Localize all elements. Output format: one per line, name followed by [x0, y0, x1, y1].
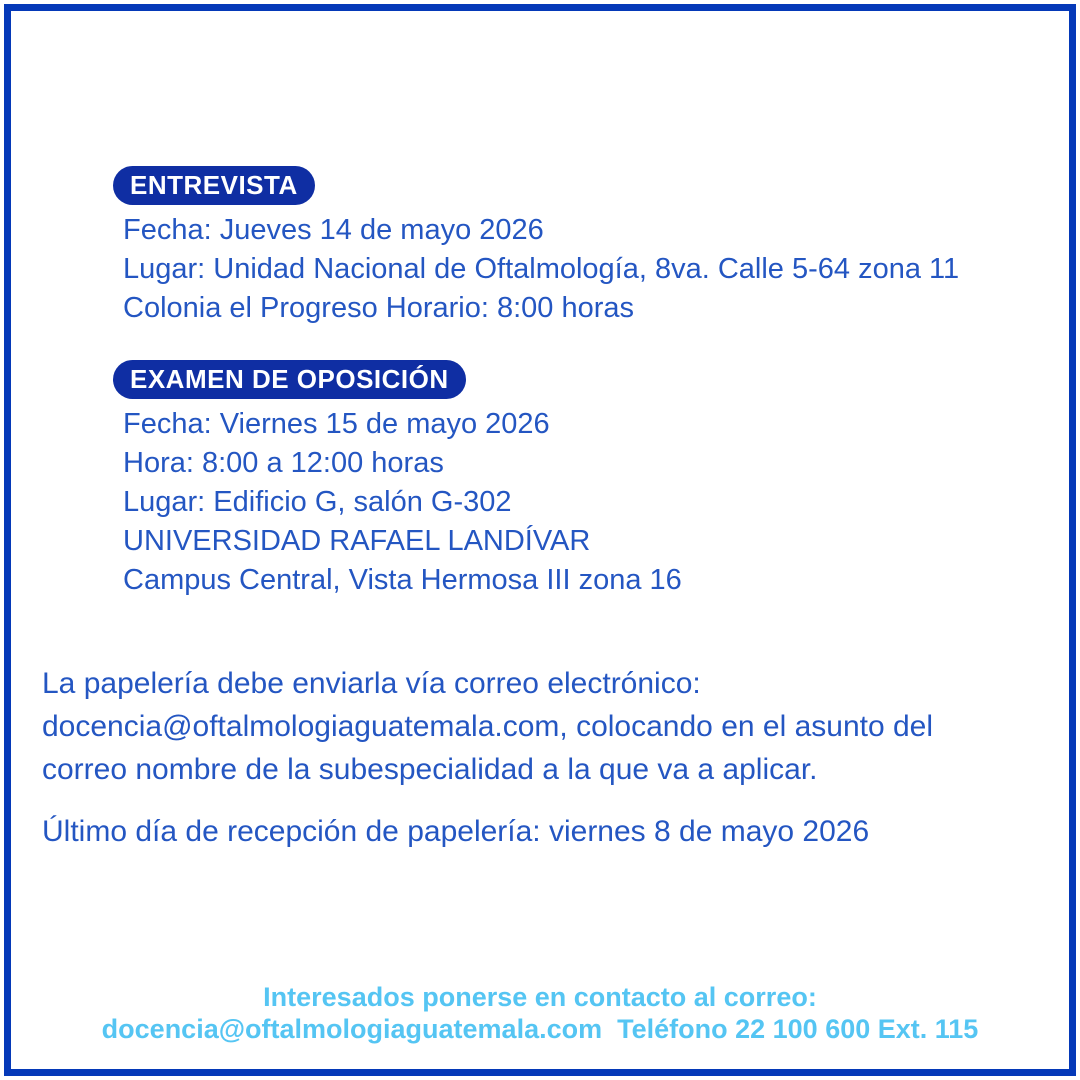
entrevista-badge: ENTREVISTA: [113, 166, 315, 205]
deadline-text: Último día de recepción de papelería: viernes 8 de mayo 2026: [42, 815, 870, 848]
examen-lugar-line: Lugar: Edificio G, salón G-302: [123, 486, 512, 518]
examen-hora-line: Hora: 8:00 a 12:00 horas: [123, 447, 444, 479]
examen-campus-line: Campus Central, Vista Hermosa III zona 16: [123, 564, 682, 596]
examen-badge: EXAMEN DE OPOSICIÓN: [113, 360, 466, 399]
examen-fecha-line: Fecha: Viernes 15 de mayo 2026: [123, 408, 550, 440]
footer-contact-line-1: Interesados ponerse en contacto al correo:: [263, 982, 817, 1012]
examen-details: [123, 405, 682, 600]
section-entrevista: [113, 166, 959, 328]
footer-contact-line-2: docencia@oftalmologiaguatemala.com Teléfono 22 100 600 Ext. 115: [101, 1014, 979, 1044]
paperwork-line-3: correo nombre de la subespecialidad a la que va a aplicar.: [42, 753, 818, 786]
section-examen: [113, 360, 682, 600]
entrevista-fecha-line: Fecha: Jueves 14 de mayo 2026: [123, 214, 544, 246]
entrevista-horario-line: Colonia el Progreso Horario: 8:00 horas: [123, 292, 634, 324]
paperwork-line-1: La papelería debe enviarla vía correo electrónico:: [42, 667, 701, 700]
examen-universidad-line: UNIVERSIDAD RAFAEL LANDÍVAR: [123, 525, 591, 557]
entrevista-details: [123, 211, 959, 328]
footer-contact: [20, 981, 1060, 1045]
paperwork-paragraph: [42, 662, 933, 791]
paperwork-line-2: docencia@oftalmologiaguatemala.com, colocando en el asunto del: [42, 710, 934, 743]
entrevista-lugar-line: Lugar: Unidad Nacional de Oftalmología, 8va. Calle 5-64 zona 11: [123, 253, 960, 285]
